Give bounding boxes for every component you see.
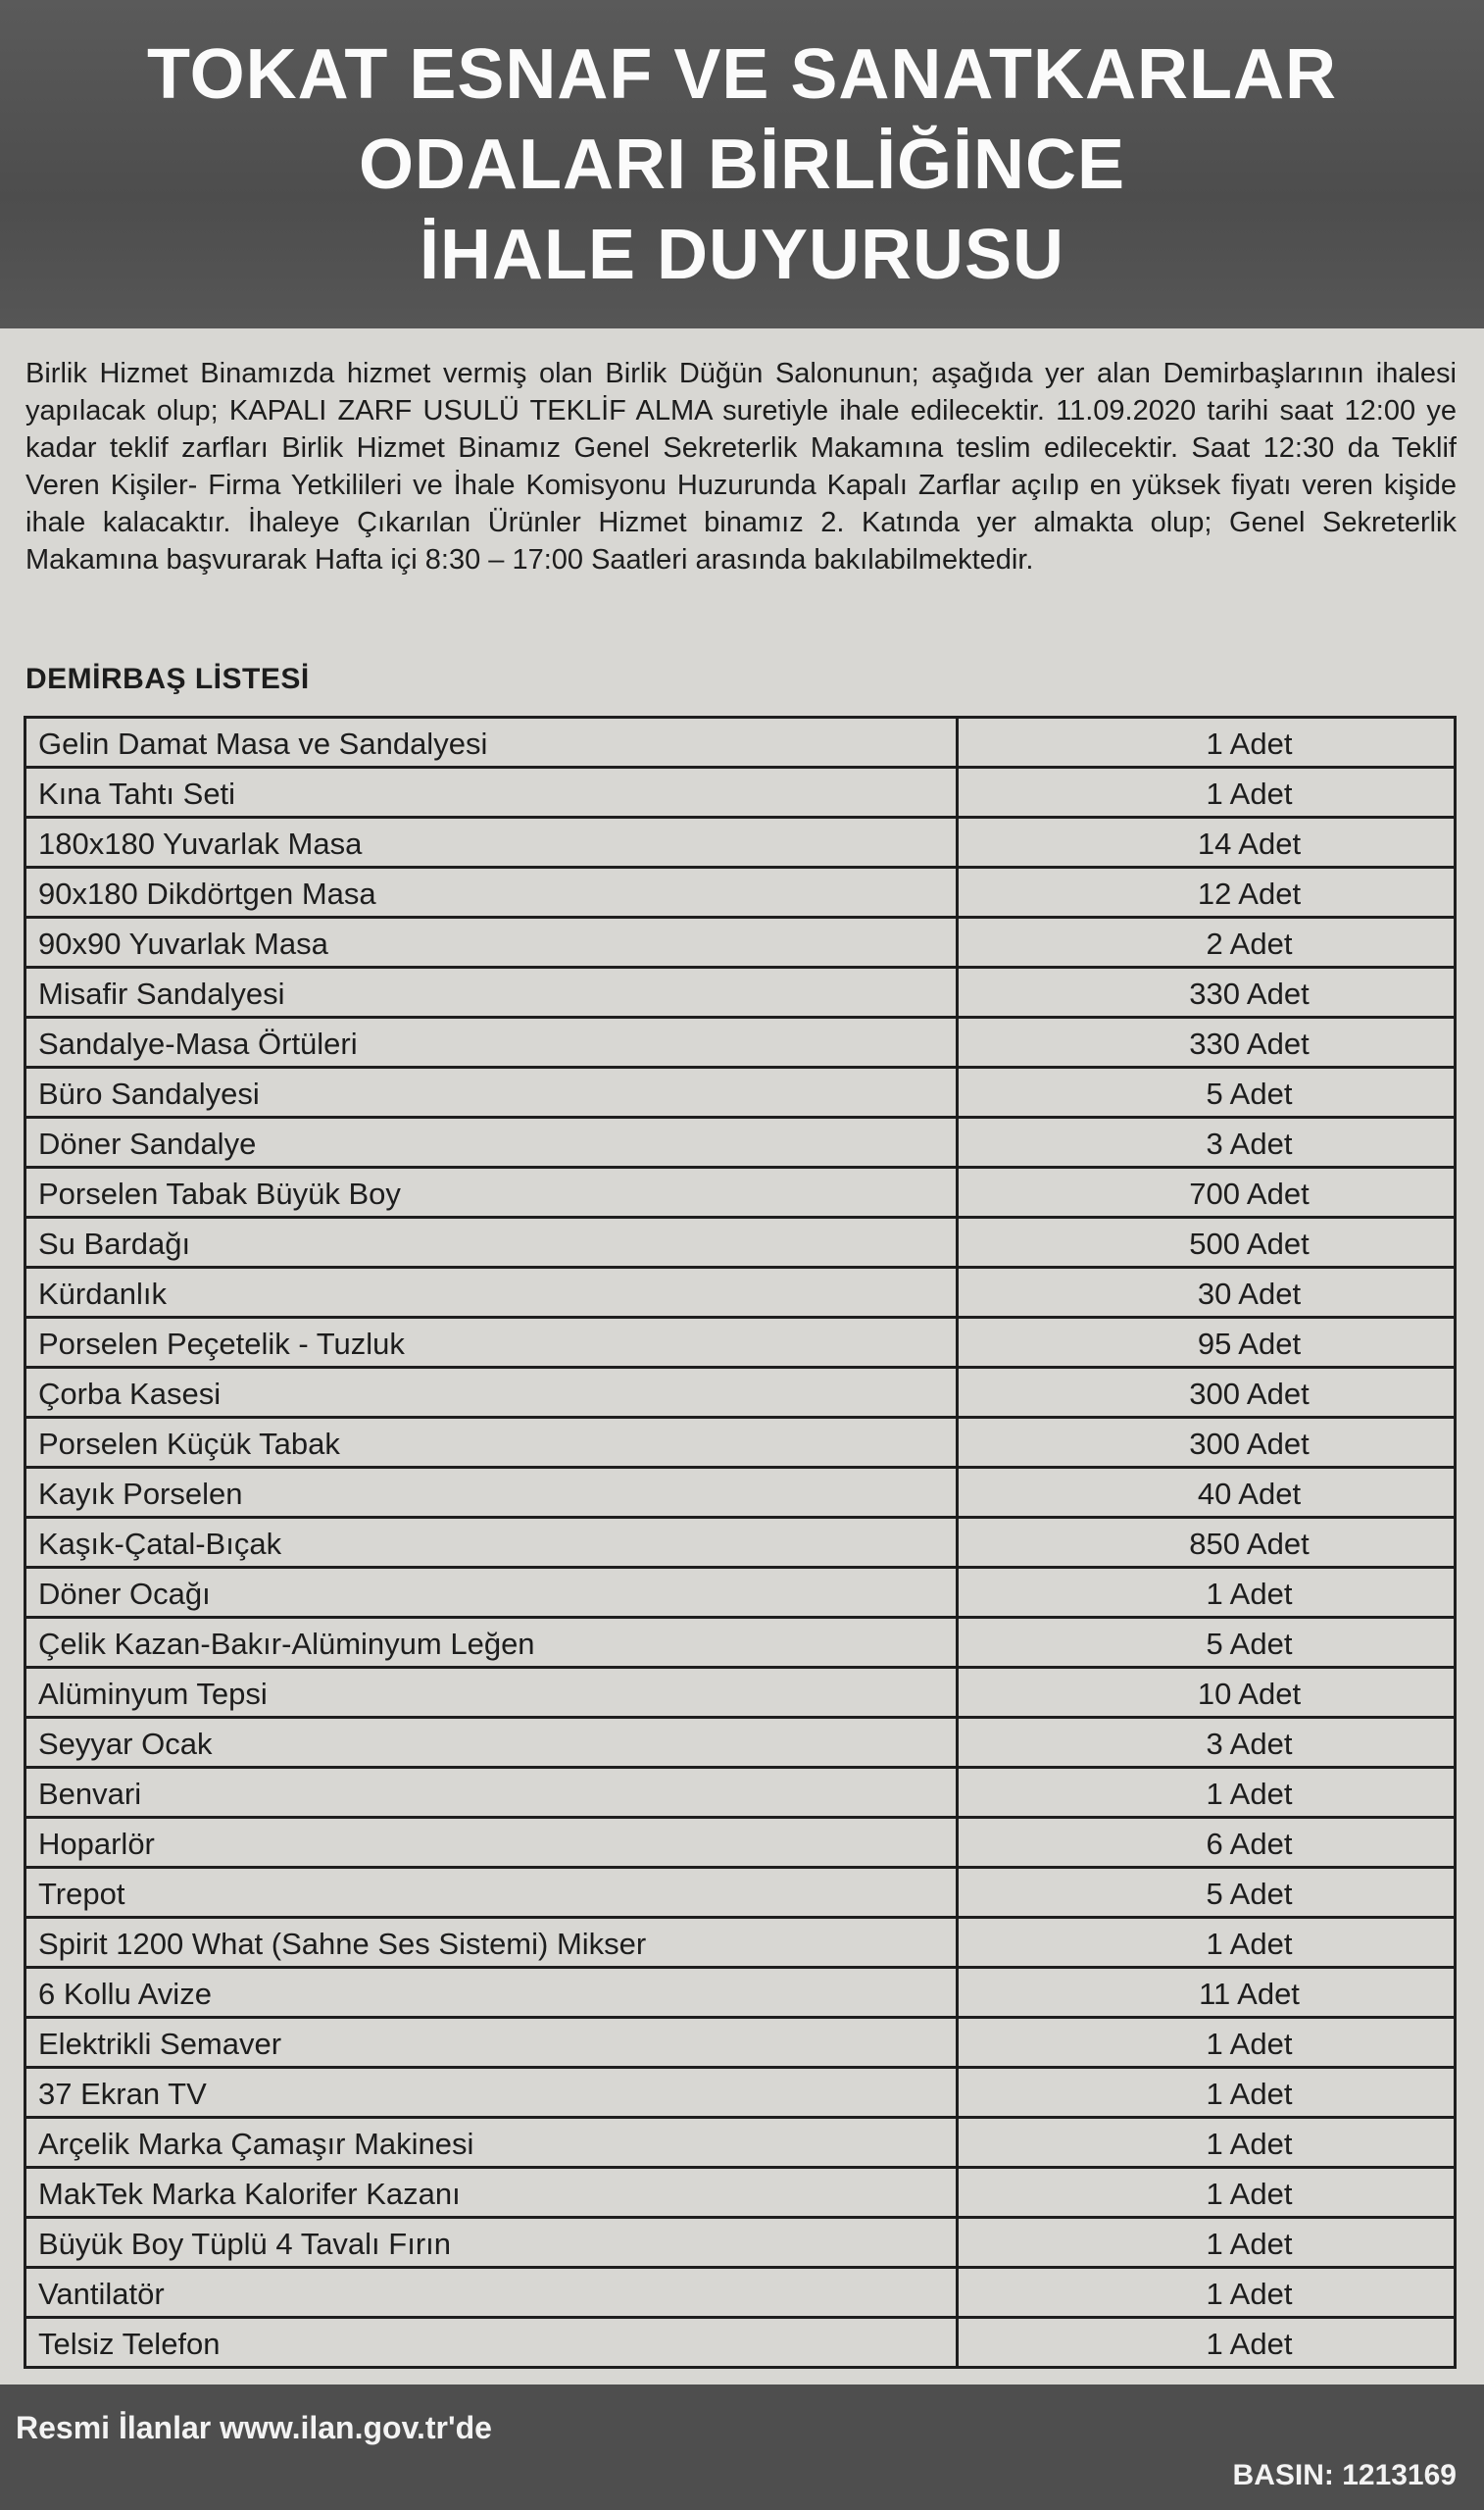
item-name: Spirit 1200 What (Sahne Ses Sistemi) Mikser: [25, 1918, 958, 1968]
item-name: Kına Tahtı Seti: [25, 768, 958, 818]
table-row: [25, 2018, 1456, 2068]
table-row: [25, 1618, 1456, 1668]
item-name: Porselen Tabak Büyük Boy: [25, 1168, 958, 1218]
item-quantity: 500 Adet: [958, 1218, 1456, 1268]
item-name: Döner Sandalye: [25, 1118, 958, 1168]
item-quantity: 1 Adet: [958, 2218, 1456, 2268]
table-row: [25, 2168, 1456, 2218]
table-row: [25, 1968, 1456, 2018]
item-name: Hoparlör: [25, 1818, 958, 1868]
table-row: [25, 1418, 1456, 1468]
item-quantity: 1 Adet: [958, 1768, 1456, 1818]
item-name: 37 Ekran TV: [25, 2068, 958, 2118]
table-row: [25, 968, 1456, 1018]
item-quantity: 10 Adet: [958, 1668, 1456, 1718]
item-quantity: 95 Adet: [958, 1318, 1456, 1368]
item-name: Döner Ocağı: [25, 1568, 958, 1618]
item-quantity: 12 Adet: [958, 868, 1456, 918]
item-quantity: 1 Adet: [958, 768, 1456, 818]
item-name: Çelik Kazan-Bakır-Alüminyum Leğen: [25, 1618, 958, 1668]
item-name: Telsiz Telefon: [25, 2318, 958, 2368]
item-quantity: 1 Adet: [958, 718, 1456, 768]
item-quantity: 2 Adet: [958, 918, 1456, 968]
item-name: Elektrikli Semaver: [25, 2018, 958, 2068]
header-line-3: İHALE DUYURUSU: [419, 215, 1065, 294]
item-name: MakTek Marka Kalorifer Kazanı: [25, 2168, 958, 2218]
item-quantity: 700 Adet: [958, 1168, 1456, 1218]
item-name: Su Bardağı: [25, 1218, 958, 1268]
item-quantity: 5 Adet: [958, 1868, 1456, 1918]
item-name: Benvari: [25, 1768, 958, 1818]
list-title: DEMİRBAŞ LİSTESİ: [25, 663, 310, 695]
item-quantity: 40 Adet: [958, 1468, 1456, 1518]
table-row: [25, 1768, 1456, 1818]
item-quantity: 1 Adet: [958, 2318, 1456, 2368]
item-name: Kayık Porselen: [25, 1468, 958, 1518]
item-name: Sandalye-Masa Örtüleri: [25, 1018, 958, 1068]
table-row: [25, 1918, 1456, 1968]
item-name: Porselen Peçetelik - Tuzluk: [25, 1318, 958, 1368]
table-row: [25, 1568, 1456, 1618]
item-quantity: 1 Adet: [958, 1568, 1456, 1618]
table-row: [25, 768, 1456, 818]
item-name: 6 Kollu Avize: [25, 1968, 958, 2018]
item-name: Alüminyum Tepsi: [25, 1668, 958, 1718]
item-name: Gelin Damat Masa ve Sandalyesi: [25, 718, 958, 768]
table-row: [25, 2068, 1456, 2118]
item-quantity: 300 Adet: [958, 1368, 1456, 1418]
table-row: [25, 1868, 1456, 1918]
table-row: [25, 1368, 1456, 1418]
item-quantity: 1 Adet: [958, 2118, 1456, 2168]
item-quantity: 1 Adet: [958, 1918, 1456, 1968]
table-row: [25, 1118, 1456, 1168]
item-quantity: 30 Adet: [958, 1268, 1456, 1318]
item-name: Büyük Boy Tüplü 4 Tavalı Fırın: [25, 2218, 958, 2268]
item-quantity: 14 Adet: [958, 818, 1456, 868]
table-row: [25, 718, 1456, 768]
table-row: [25, 2268, 1456, 2318]
table-row: [25, 1818, 1456, 1868]
item-quantity: 3 Adet: [958, 1718, 1456, 1768]
header-line-2: ODALARI BİRLİĞİNCE: [359, 125, 1125, 204]
item-quantity: 300 Adet: [958, 1418, 1456, 1468]
intro-paragraph: Birlik Hizmet Binamızda hizmet vermiş olan Birlik Düğün Salonunun; aşağıda yer alan Demirbaşlarının ihalesi yapılacak olup; KAPALI ZARF USULÜ TEKLİF ALMA suretiyle ihale edilecektir. 11.09.2020 tarihi saat 12:00 ye kadar teklif zarfları Birlik Hizmet Binamız Genel Sekreterlik Makamına teslim edilecektir. Saat 12:30 da Teklif Veren Kişiler- Firma Yetkilileri ve İhale Komisyonu Huzurunda Kapalı Zarflar açılıp en yüksek fiyatı veren kişide ihale kalacaktır. İhaleye Çıkarılan Ürünler Hizmet binamız 2. Katında yer almakta olup; Genel Sekreterlik Makamına başvurarak Hafta içi 8:30 – 17:00 Saatleri arasında bakılabilmektedir.: [25, 358, 1457, 576]
item-quantity: 5 Adet: [958, 1618, 1456, 1668]
item-name: Trepot: [25, 1868, 958, 1918]
item-name: 180x180 Yuvarlak Masa: [25, 818, 958, 868]
table-row: [25, 818, 1456, 868]
table-row: [25, 1068, 1456, 1118]
footer-press-number: BASIN: 1213169: [1232, 2459, 1457, 2491]
item-quantity: 6 Adet: [958, 1818, 1456, 1868]
item-name: Vantilatör: [25, 2268, 958, 2318]
table-row: [25, 1718, 1456, 1768]
item-name: Porselen Küçük Tabak: [25, 1418, 958, 1468]
table-row: [25, 868, 1456, 918]
table-row: [25, 1018, 1456, 1068]
table-row: [25, 1518, 1456, 1568]
item-name: Arçelik Marka Çamaşır Makinesi: [25, 2118, 958, 2168]
table-row: [25, 1318, 1456, 1368]
item-quantity: 330 Adet: [958, 968, 1456, 1018]
footer: [0, 2384, 1484, 2510]
item-quantity: 330 Adet: [958, 1018, 1456, 1068]
item-quantity: 1 Adet: [958, 2018, 1456, 2068]
table-row: [25, 2218, 1456, 2268]
item-quantity: 1 Adet: [958, 2068, 1456, 2118]
table-row: [25, 1468, 1456, 1518]
header-line-1: TOKAT ESNAF VE SANATKARLAR: [147, 34, 1337, 114]
item-name: Seyyar Ocak: [25, 1718, 958, 1768]
item-name: Büro Sandalyesi: [25, 1068, 958, 1118]
item-name: Çorba Kasesi: [25, 1368, 958, 1418]
table-row: [25, 2118, 1456, 2168]
table-row: [25, 1668, 1456, 1718]
table-row: [25, 2318, 1456, 2368]
item-name: Misafir Sandalyesi: [25, 968, 958, 1018]
item-name: Kürdanlık: [25, 1268, 958, 1318]
item-name: 90x180 Dikdörtgen Masa: [25, 868, 958, 918]
table-row: [25, 1268, 1456, 1318]
item-name: Kaşık-Çatal-Bıçak: [25, 1518, 958, 1568]
table-row: [25, 1218, 1456, 1268]
item-quantity: 850 Adet: [958, 1518, 1456, 1568]
item-quantity: 1 Adet: [958, 2168, 1456, 2218]
table-row: [25, 1168, 1456, 1218]
item-quantity: 5 Adet: [958, 1068, 1456, 1118]
announcement-header: [0, 0, 1484, 328]
item-quantity: 11 Adet: [958, 1968, 1456, 2018]
item-name: 90x90 Yuvarlak Masa: [25, 918, 958, 968]
inventory-table: [24, 716, 1457, 2369]
item-quantity: 3 Adet: [958, 1118, 1456, 1168]
item-quantity: 1 Adet: [958, 2268, 1456, 2318]
table-row: [25, 918, 1456, 968]
footer-website-note: Resmi İlanlar www.ilan.gov.tr'de: [16, 2410, 492, 2445]
